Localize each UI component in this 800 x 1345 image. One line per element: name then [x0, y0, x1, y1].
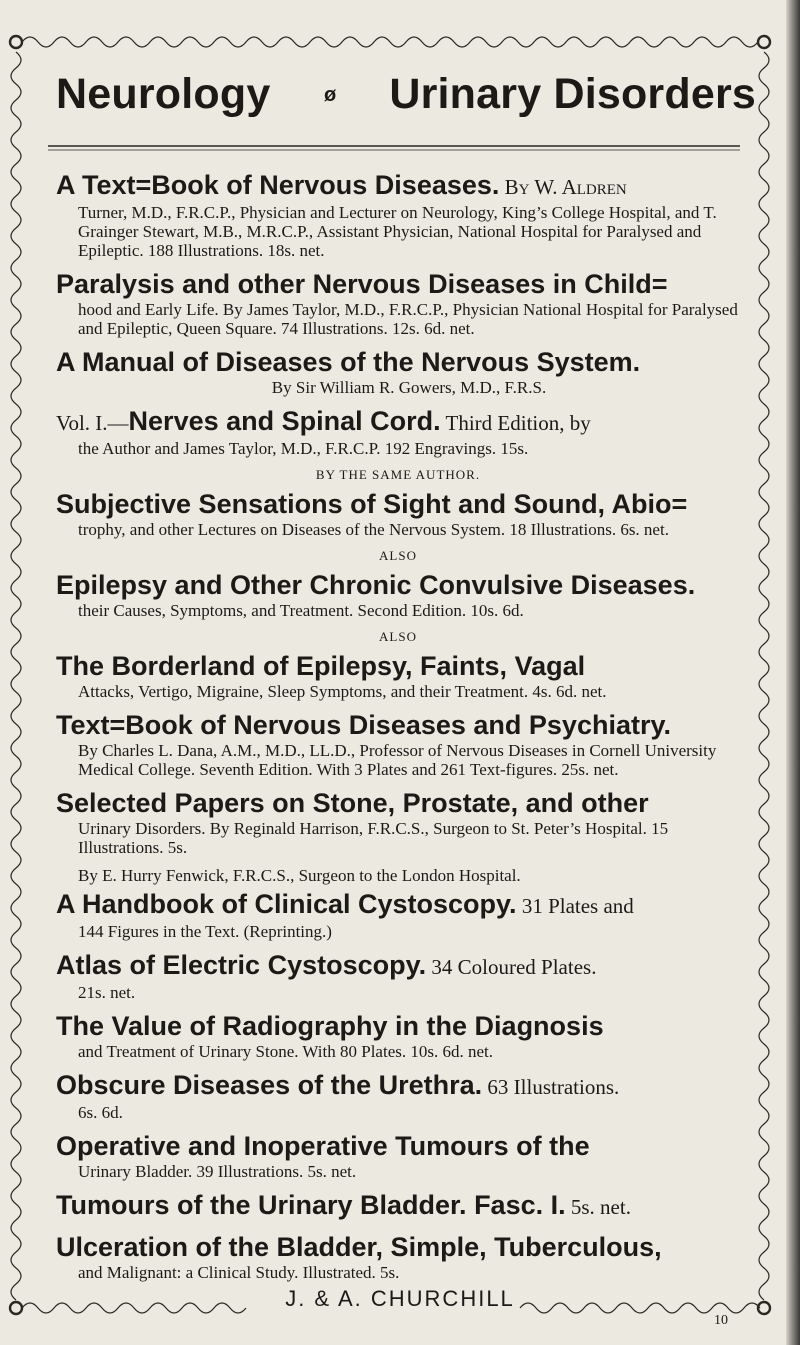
page-header: [56, 70, 756, 140]
author-note: By E. Hurry Fenwick, F.R.C.S., Surgeon to the London Hospital.: [78, 866, 521, 885]
page-number: 10: [714, 1313, 728, 1328]
book-entry: [56, 347, 740, 397]
book-description: Urinary Disorders. By Reginald Harrison, F.R.C.S., Surgeon to St. Peter’s Hospital. 15 Illustrations. 5s.: [78, 819, 669, 857]
volume-prefix: Vol. I.—: [56, 411, 129, 435]
book-title-inline: 34 Coloured Plates.: [426, 955, 597, 979]
book-title: Text=Book of Nervous Diseases and Psychiatry.: [56, 710, 671, 740]
book-entry: [56, 269, 740, 338]
book-title: Nerves and Spinal Cord.: [128, 406, 441, 436]
section-separator: BY THE SAME AUTHOR.: [315, 467, 481, 482]
book-description: By Charles L. Dana, A.M., M.D., LL.D., Professor of Nervous Diseases in Cornell University Medical College. Seventh Edition. With 3 Plates and 261 Text-figures. 25s. net.: [78, 741, 717, 779]
book-description: 144 Figures in the Text. (Reprinting.): [78, 922, 332, 941]
book-entry: [56, 866, 740, 941]
book-description: Urinary Bladder. 39 Illustrations. 5s. net.: [78, 1162, 357, 1181]
book-title: The Borderland of Epilepsy, Faints, Vagal: [56, 651, 586, 681]
book-title-inline: By W. Aldren: [499, 175, 627, 199]
ornament-icon: ø: [324, 84, 337, 106]
book-description: trophy, and other Lectures on Diseases of the Nervous System. 18 Illustrations. 6s. net.: [78, 520, 669, 539]
book-entry: [56, 1232, 740, 1282]
book-description: their Causes, Symptoms, and Treatment. Second Edition. 10s. 6d.: [78, 601, 524, 620]
section-separator: ALSO: [379, 548, 417, 563]
book-title: Atlas of Electric Cystoscopy.: [56, 950, 427, 980]
book-entry: [56, 1131, 740, 1181]
header-left-title: Neurology: [56, 70, 271, 118]
book-title-inline: 5s. net.: [565, 1195, 631, 1219]
book-entry: [56, 710, 740, 779]
book-title: A Handbook of Clinical Cystoscopy.: [56, 889, 517, 919]
book-author: By Sir William R. Gowers, M.D., F.R.S.: [271, 378, 547, 397]
header-right-title: Urinary Disorders: [389, 70, 756, 118]
book-entry: [56, 629, 740, 701]
book-description: hood and Early Life. By James Taylor, M.D., F.R.C.P., Physician National Hospital for Paralysed and Epileptic, Queen Square. 74 Illustrations. 12s. 6d. net.: [78, 300, 738, 338]
section-separator: ALSO: [379, 629, 417, 644]
book-description: the Author and James Taylor, M.D., F.R.C.P. 192 Engravings. 15s.: [78, 439, 529, 458]
book-entry: [56, 1190, 740, 1223]
book-list: [56, 170, 740, 1291]
book-entry: [56, 548, 740, 620]
book-description: 6s. 6d.: [78, 1103, 123, 1122]
book-description: Turner, M.D., F.R.C.P., Physician and Lecturer on Neurology, King’s College Hospital, and T. Grainger Stewart, M.B., M.R.C.P., Assistant Physician, National Hospital for Paralysed and Epileptic. 188 Illustrations. 18s. net.: [78, 203, 717, 260]
book-entry: [56, 950, 740, 1002]
book-title-inline: Third Edition, by: [440, 411, 591, 435]
book-title: Operative and Inoperative Tumours of the: [56, 1131, 590, 1161]
publisher-footer: J. & A. CHURCHILL: [285, 1286, 515, 1311]
book-title: Paralysis and other Nervous Diseases in Child=: [56, 269, 668, 299]
book-title: Epilepsy and Other Chronic Convulsive Diseases.: [56, 570, 696, 600]
book-title: Subjective Sensations of Sight and Sound, Abio=: [56, 489, 688, 519]
book-entry: [56, 467, 740, 539]
book-description: 21s. net.: [78, 983, 136, 1002]
book-entry: [56, 170, 740, 260]
book-title: Obscure Diseases of the Urethra.: [56, 1070, 483, 1100]
book-title-inline: 31 Plates and: [516, 894, 634, 918]
book-entry: [56, 1011, 740, 1061]
book-description: Attacks, Vertigo, Migraine, Sleep Symptoms, and their Treatment. 4s. 6d. net.: [78, 682, 607, 701]
book-title: Selected Papers on Stone, Prostate, and other: [56, 788, 649, 818]
book-description: and Malignant: a Clinical Study. Illustrated. 5s.: [78, 1263, 400, 1282]
book-title: Ulceration of the Bladder, Simple, Tuberculous,: [56, 1232, 662, 1262]
book-entry: [56, 406, 740, 458]
book-title: The Value of Radiography in the Diagnosis: [56, 1011, 604, 1041]
book-description: and Treatment of Urinary Stone. With 80 Plates. 10s. 6d. net.: [78, 1042, 493, 1061]
book-entry: [56, 788, 740, 857]
book-title: A Text=Book of Nervous Diseases.: [56, 170, 500, 200]
book-title: Tumours of the Urinary Bladder. Fasc. I.: [56, 1190, 566, 1220]
book-title-inline: 63 Illustrations.: [482, 1075, 620, 1099]
book-title: A Manual of Diseases of the Nervous System.: [56, 347, 641, 377]
book-entry: [56, 1070, 740, 1122]
